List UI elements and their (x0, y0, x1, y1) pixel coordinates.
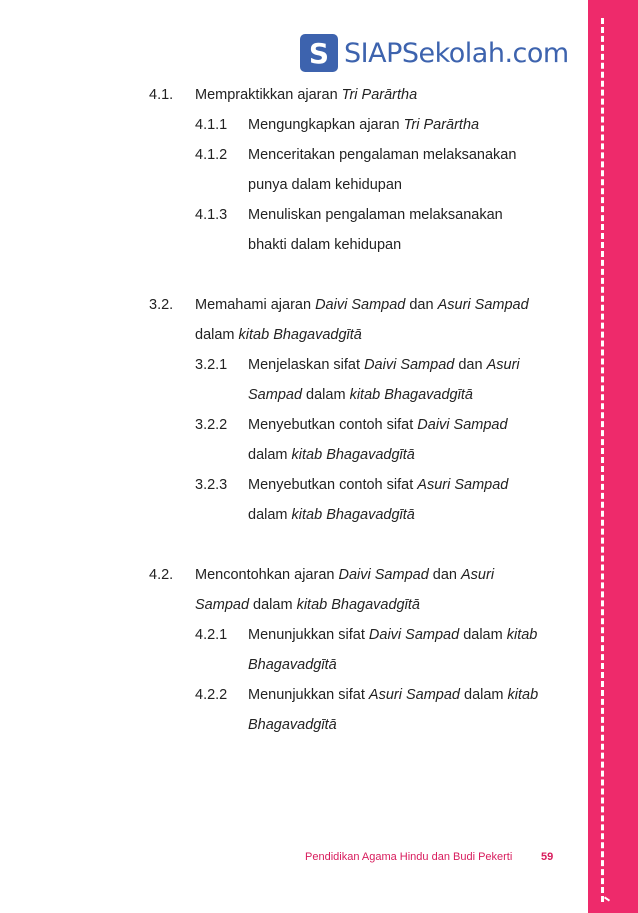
item-number: 4.1. (149, 87, 174, 103)
subitem-text: Menunjukkan sifat Daivi Sampad dalam kitab (248, 627, 538, 643)
subitem-text: Menyebutkan contoh sifat Daivi Sampad (248, 417, 508, 433)
subitem-number: 4.1.3 (195, 207, 228, 223)
subitem-text: Menjelaskan sifat Daivi Sampad dan Asuri (248, 357, 520, 373)
subitem-number: 3.2.1 (195, 357, 228, 373)
subitem-text-cont: dalam kitab Bhagavadgītā (248, 447, 415, 463)
subitem-text: Mengungkapkan ajaran Tri Parārtha (248, 117, 480, 133)
item-number: 4.2. (149, 567, 174, 583)
subitem-text: Menyebutkan contoh sifat Asuri Sampad (248, 477, 509, 493)
side-dashed-line (601, 18, 604, 902)
subitem-text: Menunjukkan sifat Asuri Sampad dalam kitab (248, 687, 539, 703)
page-footer (0, 851, 560, 871)
subitem-text: Menuliskan pengalaman melaksanakan (248, 207, 503, 223)
item-text-cont: Sampad dalam kitab Bhagavadgītā (195, 597, 420, 613)
logo-s-icon: S (300, 34, 338, 72)
footer-page-number: 59 (541, 851, 554, 863)
logo-text: SIAPSekolah.com (344, 37, 569, 69)
item-text: Mempraktikkan ajaran Tri Parārtha (195, 87, 418, 103)
subitem-text-cont: punya dalam kehidupan (248, 177, 402, 193)
watermark-logo (300, 30, 569, 76)
subitem-number: 4.2.1 (195, 627, 228, 643)
side-decoration-band (588, 0, 638, 913)
footer-book-title: Pendidikan Agama Hindu dan Budi Pekerti (305, 851, 513, 863)
subitem-number: 4.1.1 (195, 117, 228, 133)
subitem-text: Menceritakan pengalaman melaksanakan (248, 147, 517, 163)
item-text: Mencontohkan ajaran Daivi Sampad dan Asuri (195, 567, 495, 583)
item-text: Memahami ajaran Daivi Sampad dan Asuri Sampad (195, 297, 529, 313)
item-text-cont: dalam kitab Bhagavadgītā (195, 327, 362, 343)
subitem-text-cont: dalam kitab Bhagavadgītā (248, 507, 415, 523)
subitem-number: 3.2.3 (195, 477, 228, 493)
subitem-text-cont: Bhagavadgītā (248, 717, 337, 733)
subitem-number: 3.2.2 (195, 417, 228, 433)
subitem-number: 4.2.2 (195, 687, 228, 703)
subitem-text-cont: Bhagavadgītā (248, 657, 337, 673)
item-number: 3.2. (149, 297, 174, 313)
subitem-text-cont: bhakti dalam kehidupan (248, 237, 402, 253)
subitem-number: 4.1.2 (195, 147, 228, 163)
subitem-text-cont: Sampad dalam kitab Bhagavadgītā (248, 387, 473, 403)
